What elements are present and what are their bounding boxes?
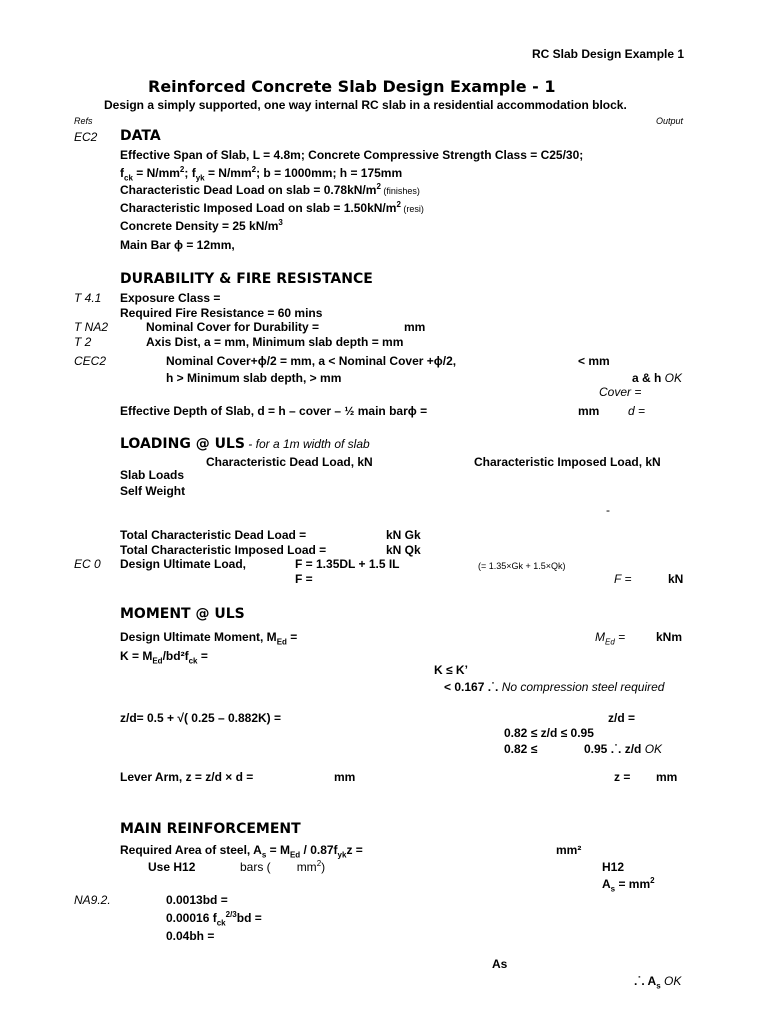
density: Concrete Density = 25 kN/m: [120, 219, 279, 233]
exposure-class: Exposure Class =: [120, 291, 221, 305]
span-line: Effective Span of Slab, L = 4.8m; Concrete Compressive Strength Class = C25/30;: [120, 148, 584, 162]
ref-ec0: EC 0: [74, 557, 101, 571]
k-limit-text: < 0.167 .˙.: [444, 680, 499, 694]
design-ultimate-load: Design Ultimate Load,: [120, 557, 247, 571]
total-imposed-load: Total Characteristic Imposed Load =: [120, 543, 327, 557]
section-data-heading: DATA: [120, 128, 161, 144]
bars-close: ): [321, 860, 326, 874]
b-h-values: ; b = 1000mm; h = 175mm: [256, 166, 403, 180]
fire-resistance: Required Fire Resistance = 60 mins: [120, 306, 323, 320]
z-output: z =: [614, 770, 631, 784]
lever-arm-unit: mm: [334, 770, 356, 784]
med-output-sub: Ed: [605, 637, 615, 647]
zd-ok-prefix: 0.95 .˙. z/d: [584, 742, 645, 756]
fck-sub: ck: [124, 173, 133, 183]
bars-unit: mm: [296, 860, 317, 874]
main-bar-line: Main Bar ϕ = 12mm,: [120, 238, 235, 252]
output-label: Output: [656, 116, 684, 126]
as-output-sub: s: [610, 884, 616, 894]
page-subtitle: Design a simply supported, one way internal RC slab in a residential accommodation block.: [104, 98, 627, 112]
no-compression-steel: No compression steel required: [498, 680, 665, 694]
as-output-sup: 2: [650, 876, 655, 885]
section-reinforcement-heading: MAIN REINFORCEMENT: [120, 821, 301, 837]
self-weight: Self Weight: [120, 484, 186, 498]
min-steel-2-sub: ck: [216, 918, 226, 928]
z-unit: mm: [656, 770, 678, 784]
strength-line: [120, 165, 403, 183]
as-ok-word: OK: [660, 974, 682, 988]
cover-lt: < mm: [578, 354, 610, 368]
nominal-cover: Nominal Cover for Durability =: [146, 320, 320, 334]
fyk-value: = N/mm: [204, 166, 252, 180]
fck-sup: 2: [179, 165, 185, 174]
load-formula-note: (= 1.35×Gk + 1.5×Qk): [478, 561, 566, 571]
req-area-sub3: yk: [337, 850, 347, 860]
k-check: K ≤ K’: [434, 663, 468, 677]
ah-ok-prefix: a & h: [632, 371, 665, 385]
section-moment-heading: MOMENT @ ULS: [120, 606, 245, 622]
k-formula-sub2: ck: [188, 656, 198, 666]
ref-t2: T 2: [74, 335, 92, 349]
dead-load-line: [120, 183, 420, 198]
req-area-d: z =: [346, 843, 363, 857]
fck-value: = N/mm: [132, 166, 180, 180]
total-imposed-unit: kN Qk: [386, 543, 421, 557]
med-output-eq: =: [614, 630, 626, 644]
nominal-cover-unit: mm: [404, 320, 426, 334]
f-unit: kN: [668, 572, 684, 586]
k-formula: [120, 649, 208, 666]
as-ok-sub: s: [656, 981, 661, 991]
section-loading-heading: [120, 436, 370, 453]
dead-load-note: (finishes): [380, 186, 420, 196]
fck-label: f: [120, 166, 124, 180]
cover-output: Cover =: [599, 385, 642, 399]
zd-output: z/d =: [608, 711, 636, 725]
total-dead-load: Total Characteristic Dead Load =: [120, 528, 307, 542]
min-depth-check: h > Minimum slab depth, > mm: [166, 371, 342, 385]
ref-cec2: CEC2: [74, 354, 107, 368]
imposed-load-line: [120, 201, 424, 216]
req-area-sub2: Ed: [289, 850, 301, 860]
cover-phi-line: Nominal Cover+ϕ/2 = mm, a < Nominal Cover +ϕ/2,: [166, 354, 457, 368]
req-area-a: Required Area of steel, A: [120, 843, 262, 857]
imposed-load: Characteristic Imposed Load on slab = 1.50kN/m: [120, 201, 397, 215]
dash-mark: -: [606, 503, 610, 517]
total-dead-unit: kN Gk: [386, 528, 421, 542]
zd-ok-word: OK: [644, 742, 663, 756]
load-formula: F = 1.35DL + 1.5 IL: [295, 557, 400, 571]
max-steel: 0.04bh =: [166, 929, 215, 943]
fyk-sup: 2: [251, 165, 257, 174]
min-steel-2: [166, 910, 262, 928]
required-steel-area: [120, 843, 363, 860]
fyk-sub: yk: [195, 173, 205, 183]
col-imposed-load: Characteristic Imposed Load, kN: [474, 455, 661, 469]
ref-na92: NA9.2.: [74, 893, 111, 907]
ah-ok: [632, 371, 682, 385]
med-output-label: M: [595, 630, 605, 644]
req-area-b: = M: [266, 843, 290, 857]
d-output: d =: [628, 404, 646, 418]
imposed-load-sup: 2: [396, 200, 401, 209]
min-steel-2b: bd =: [236, 911, 262, 925]
dead-load-sup: 2: [376, 182, 381, 191]
design-moment: [120, 630, 298, 647]
area-unit: mm²: [556, 843, 582, 857]
req-area-c: / 0.87f: [300, 843, 338, 857]
loading-heading-note: - for a 1m width of slab: [244, 437, 370, 451]
min-steel-1: 0.0013bd =: [166, 893, 228, 907]
req-area-sub1: s: [261, 850, 267, 860]
section-durability-heading: DURABILITY & FIRE RESISTANCE: [120, 271, 373, 287]
dead-load: Characteristic Dead Load on slab = 0.78kN/m: [120, 183, 377, 197]
slab-loads: Slab Loads: [120, 468, 185, 482]
page-title: Reinforced Concrete Slab Design Example - 1: [148, 77, 556, 96]
h12-output: H12: [602, 860, 625, 874]
as-output-eq: = mm: [615, 877, 651, 891]
refs-label: Refs: [74, 116, 93, 126]
as-output: [602, 876, 655, 894]
density-sup: 3: [278, 218, 283, 227]
as-output-label: A: [602, 877, 611, 891]
ref-ec2: EC2: [74, 130, 98, 144]
k-formula-a: K = M: [120, 649, 153, 663]
min-steel-2a: 0.00016 f: [166, 911, 217, 925]
k-formula-sub1: Ed: [152, 656, 163, 666]
k-formula-c: =: [197, 649, 208, 663]
design-moment-label: Design Ultimate Moment, M: [120, 630, 277, 644]
effective-depth-unit: mm: [578, 404, 600, 418]
as-label: As: [492, 957, 508, 971]
density-line: [120, 219, 283, 233]
k-formula-b: /bd²f: [162, 649, 189, 663]
f-equals: F =: [295, 572, 313, 586]
design-moment-eq: =: [286, 630, 298, 644]
bars-area: [240, 860, 325, 874]
bars-label: bars (: [240, 860, 271, 874]
running-title: RC Slab Design Example 1: [532, 47, 685, 61]
zd-ok: [584, 742, 662, 756]
k-limit: [444, 680, 664, 694]
col-dead-load: Characteristic Dead Load, kN: [206, 455, 373, 469]
design-moment-sub: Ed: [276, 637, 287, 647]
loading-heading-text: LOADING @ ULS: [120, 436, 245, 452]
med-output: [595, 630, 626, 647]
axis-distance: Axis Dist, a = mm, Minimum slab depth = mm: [146, 335, 404, 349]
fyk-label: ; f: [184, 166, 196, 180]
effective-depth: Effective Depth of Slab, d = h – cover – ½ main barϕ =: [120, 404, 428, 418]
f-output: F =: [614, 572, 632, 586]
as-ok: [634, 974, 682, 991]
ref-tna2: T NA2: [74, 320, 109, 334]
use-h12: Use H12: [148, 860, 196, 874]
zd-range: 0.82 ≤ z/d ≤ 0.95: [504, 726, 594, 740]
ah-ok-word: OK: [664, 371, 683, 385]
lever-arm: Lever Arm, z = z/d × d =: [120, 770, 254, 784]
as-ok-prefix: .˙. A: [634, 974, 657, 988]
ref-t41: T 4.1: [74, 291, 102, 305]
zd-range-check: 0.82 ≤: [504, 742, 538, 756]
zd-formula: z/d= 0.5 + √( 0.25 – 0.882K) =: [120, 711, 282, 725]
med-unit: kNm: [656, 630, 683, 644]
bars-sup: 2: [316, 859, 322, 868]
min-steel-2-sup: 2/3: [225, 910, 237, 919]
imposed-load-note: (resi): [400, 204, 424, 214]
